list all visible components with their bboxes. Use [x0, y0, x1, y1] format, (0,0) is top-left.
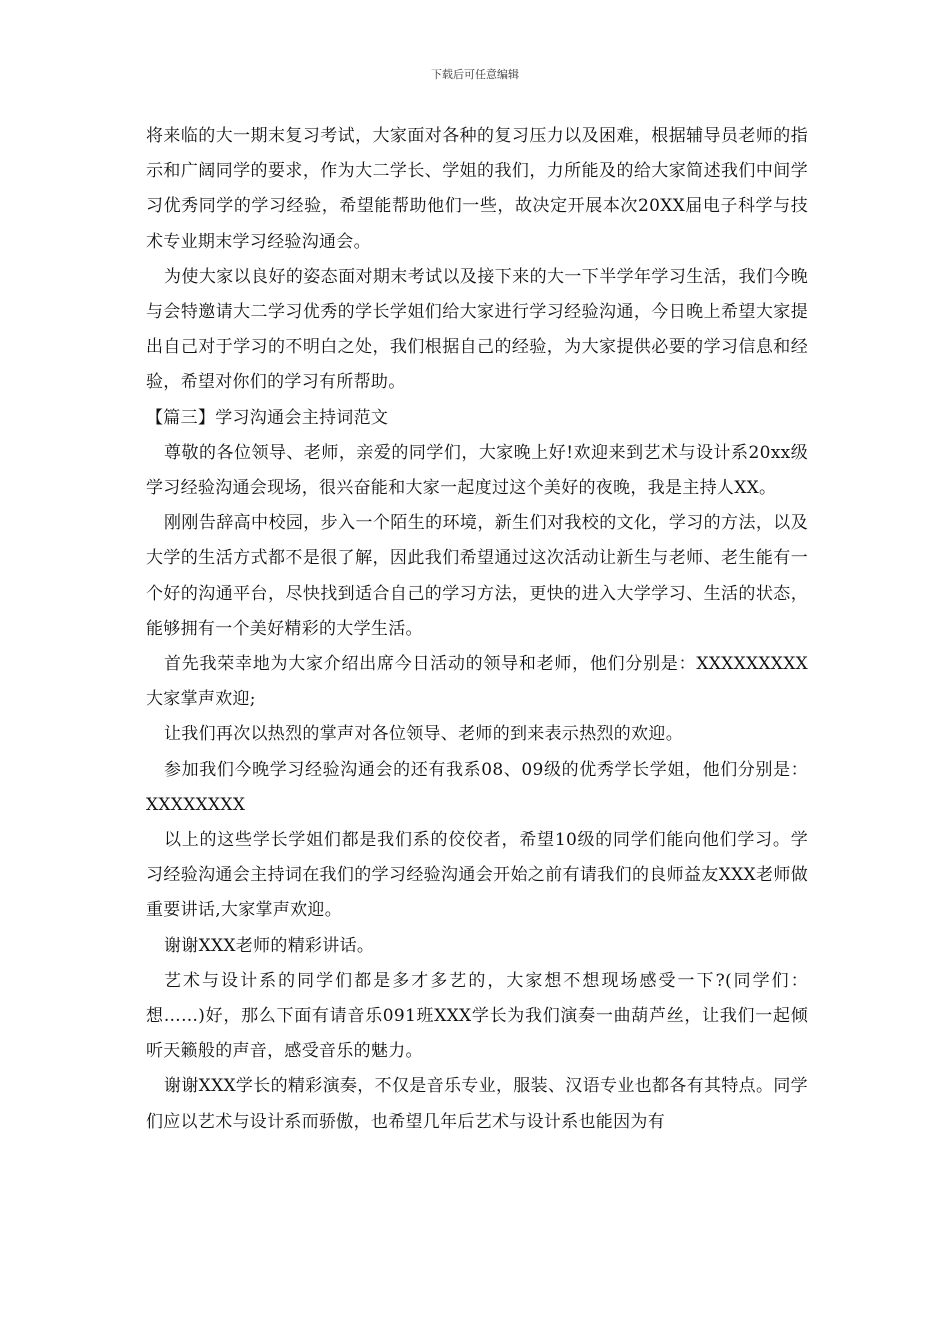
- section-heading: 【篇三】学习沟通会主持词范文: [146, 407, 389, 428]
- paragraph: 以上的这些学长学姐们都是我们系的佼佼者，希望10级的同学们能向他们学习。学习经验沟通会主持词在我们的学习经验沟通会开始之前有请我们的良师益友XXX老师做重要讲话,大家掌声欢迎。: [146, 830, 808, 921]
- page-header-note: 下载后可任意编辑: [431, 68, 519, 81]
- document-body: [146, 119, 808, 1140]
- paragraph: 谢谢XXX学长的精彩演奏，不仅是音乐专业，服装、汉语专业也都各有其特点。同学们应以艺术与设计系而骄傲，也希望几年后艺术与设计系也能因为有: [146, 1076, 808, 1132]
- paragraph: 谢谢XXX老师的精彩讲话。: [164, 935, 375, 956]
- paragraph: 刚刚告辞高中校园，步入一个陌生的环境，新生们对我校的文化，学习的方法，以及大学的生活方式都不是很了解，因此我们希望通过这次活动让新生与老师、老生能有一个好的沟通平台，尽快找到适合自己的学习方法，更快的进入大学学习、生活的状态，能够拥有一个美好精彩的大学生活。: [146, 513, 808, 639]
- paragraph: 尊敬的各位领导、老师，亲爱的同学们，大家晚上好!欢迎来到艺术与设计系20xx级学习经验沟通会现场，很兴奋能和大家一起度过这个美好的夜晚，我是主持人XX。: [146, 442, 808, 499]
- paragraph: 让我们再次以热烈的掌声对各位领导、老师的到来表示热烈的欢迎。: [164, 724, 683, 745]
- paragraph: 艺术与设计系的同学们都是多才多艺的，大家想不想现场感受一下?(同学们：想……)好，那么下面有请音乐091班XXX学长为我们演奏一曲葫芦丝，让我们一起倾听天籁般的声音，感受音乐的魅力。: [146, 970, 808, 1062]
- paragraph: 为使大家以良好的姿态面对期末考试以及接下来的大一下半学年学习生活，我们今晚与会特邀请大二学习优秀的学长学姐们给大家进行学习经验沟通，今日晚上希望大家提出自己对于学习的不明白之处，我们根据自己的经验，为大家提供必要的学习信息和经验，希望对你们的学习有所帮助。: [146, 266, 808, 393]
- paragraph: 将来临的大一期末复习考试，大家面对各种的复习压力以及困难，根据辅导员老师的指示和广阔同学的要求，作为大二学长、学姐的我们，力所能及的给大家简述我们中间学习优秀同学的学习经验，希望能帮助他们一些，故决定开展本次20XX届电子科学与技术专业期末学习经验沟通会。: [146, 126, 808, 252]
- paragraph: 首先我荣幸地为大家介绍出席今日活动的领导和老师，他们分别是：XXXXXXXXX大家掌声欢迎;: [146, 654, 808, 710]
- paragraph: 参加我们今晚学习经验沟通会的还有我系08、09级的优秀学长学姐，他们分别是：XXXXXXXX: [146, 759, 808, 815]
